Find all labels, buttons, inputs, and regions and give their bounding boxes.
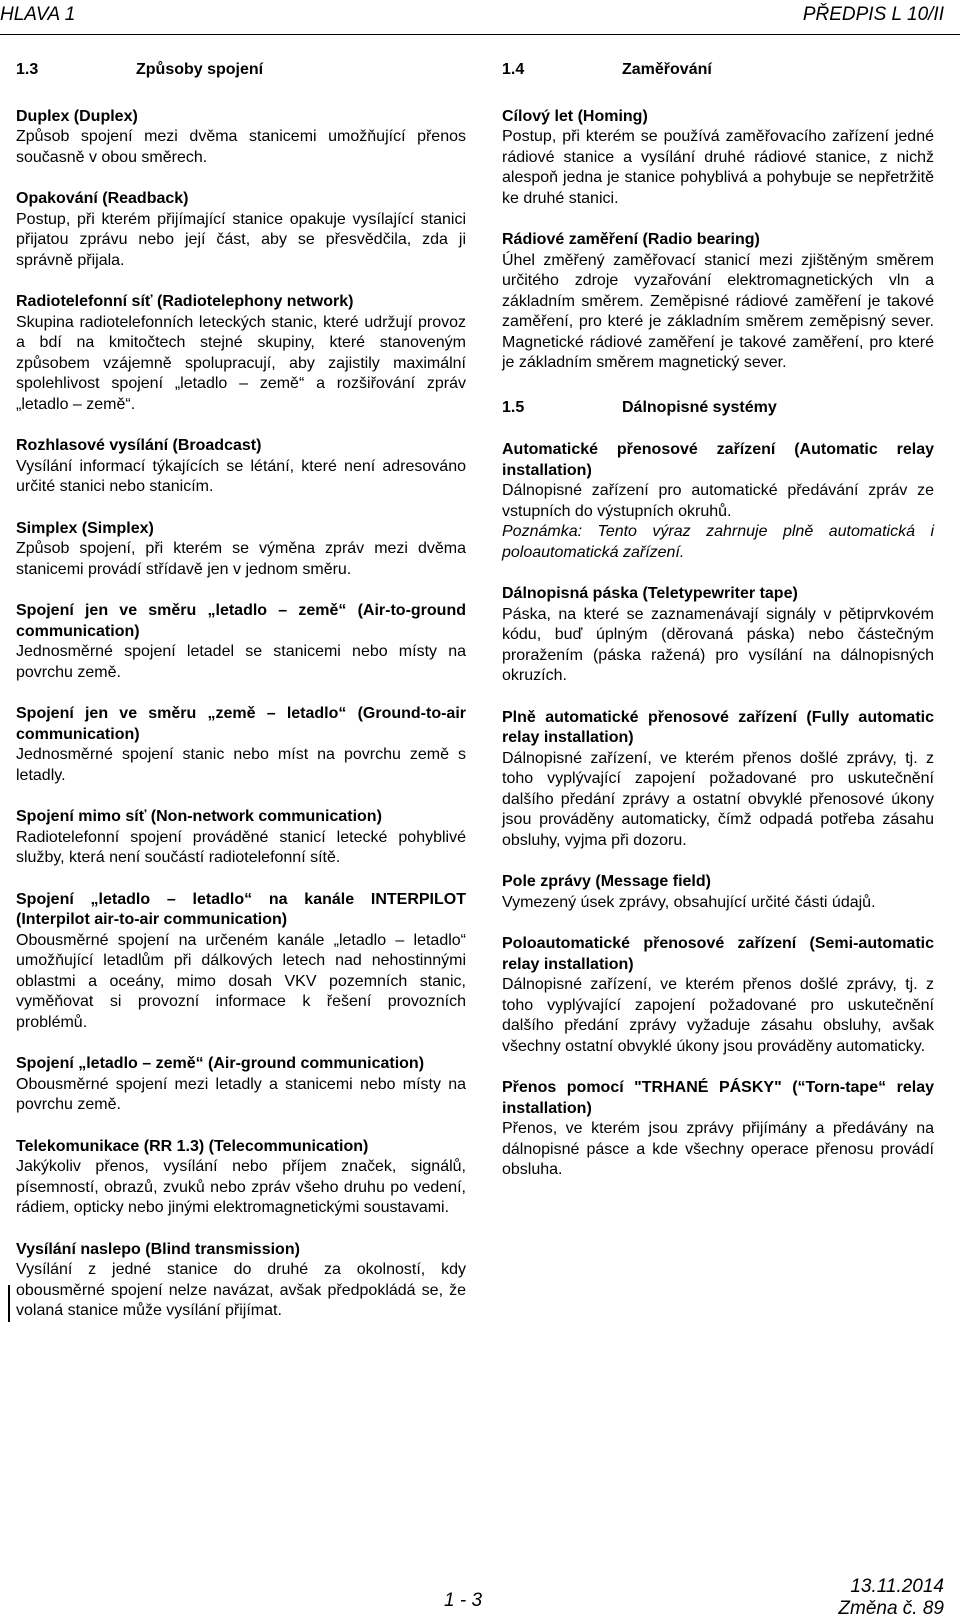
- definition-entry: [16, 436, 466, 498]
- definition-entry: [16, 704, 466, 786]
- section-title: Dálnopisné systémy: [622, 398, 777, 416]
- definition-entry: [16, 1240, 466, 1322]
- definition-entry: [502, 708, 934, 852]
- entry-title: Opakování (Readback): [16, 190, 189, 207]
- entry-title: Dálnopisná páska (Teletypewriter tape): [502, 585, 798, 602]
- entry-text: Přenos, ve kterém jsou zprávy přijímány a předávány na dálnopisné pásce a kde všechny operace přenosu provádí obsluha.: [502, 1120, 934, 1178]
- section-heading: [502, 60, 934, 81]
- entry-title: Spojení jen ve směru „letadlo – země“ (Air-to-ground communication): [16, 602, 466, 640]
- page-footer: [0, 1572, 960, 1622]
- entry-title: Spojení jen ve směru „země – letadlo“ (Ground-to-air communication): [16, 705, 466, 743]
- entry-text: Vysílání z jedné stanice do druhé za okolností, kdy obousměrné spojení nelze navázat, avšak předpokládá se, že volaná stanice může vysílání přijímat.: [16, 1261, 466, 1319]
- entry-text: Způsob spojení, při kterém se výměna zpráv mezi dvěma stanicemi provádí střídavě jen v jednom směru.: [16, 540, 466, 578]
- definition-entry: [16, 601, 466, 683]
- section-number: 1.4: [502, 61, 525, 78]
- header-rule: [0, 34, 960, 35]
- entry-title: Vysílání naslepo (Blind transmission): [16, 1240, 300, 1258]
- definition-entry: [16, 519, 466, 581]
- right-column: [502, 60, 934, 1202]
- entry-title: Rozhlasové vysílání (Broadcast): [16, 437, 262, 454]
- entry-text: Postup, při kterém se používá zaměřovacího zařízení jedné rádiové stanice a vysílání druhé rádiové stanice, z nichž alespoň jedna je stanice pohyblivá a pohybuje se nepřetržitě ke druhé stanici.: [502, 128, 934, 207]
- section-title: Způsoby spojení: [136, 61, 264, 78]
- definition-entry: [502, 872, 934, 913]
- definition-entry: [502, 1078, 934, 1181]
- entry-text: Vymezený úsek zprávy, obsahující určité části údajů.: [502, 893, 876, 911]
- definition-entry: [16, 189, 466, 271]
- entry-text: Skupina radiotelefonních leteckých stanic, které udržují provoz a bdí na kmitočtech stejné skupiny, které stanoveným způsobem vzájemně spolupracují, aby zajistily maximální spolehlivost spojení „letadlo – země“ a rozšiřování zpráv „letadlo – země“.: [16, 313, 466, 413]
- entry-text: Způsob spojení mezi dvěma stanicemi umožňující přenos současně v obou směrech.: [16, 128, 466, 166]
- entry-title: Telekomunikace (RR 1.3) (Telecommunication): [16, 1137, 369, 1155]
- entry-text: Vysílání informací týkajících se létání, které není adresováno určité stanici nebo stanicím.: [16, 457, 466, 495]
- entry-text: Jednosměrné spojení letadel se stanicemi nebo místy na povrchu země.: [16, 643, 466, 681]
- regulation-label: PŘEDPIS L 10/II: [802, 4, 944, 25]
- change-number: Změna č. 89: [838, 1598, 944, 1619]
- definition-entry: [502, 584, 934, 687]
- entry-text: Jakýkoliv přenos, vysílání nebo příjem značek, signálů, písemností, obrazů, zvuků nebo zpráv všeho druhu po vedení, rádiem, opticky nebo jinými elektromagnetickými soustavami.: [16, 1158, 466, 1216]
- entry-title: Spojení „letadlo – země“ (Air-ground communication): [16, 1055, 425, 1072]
- page-number: 1 - 3: [444, 1590, 483, 1611]
- definition-entry: [16, 292, 466, 415]
- chapter-label: HLAVA 1: [0, 4, 76, 25]
- entry-text: Dálnopisné zařízení, ve kterém přenos došlé zprávy, tj. z toho vyplývající zapojení požadované pro uskutečnění dalšího předání zprávy vyžaduje zásahu obsluhy, avšak všechny ostatní obvyklé úkony jsou prováděny automaticky.: [502, 976, 934, 1055]
- entry-title: Poloautomatické přenosové zařízení (Semi-automatic relay installation): [502, 935, 934, 973]
- entry-title: Spojení „letadlo – letadlo“ na kanále INTERPILOT (Interpilot air-to-air communication): [16, 890, 466, 928]
- definition-entry: [502, 440, 934, 563]
- entry-text: Obousměrné spojení na určeném kanále „letadlo – letadlo“ umožňující letadlům při dálkových letech nad nehostinnými oblastmi a oceány, mimo dosah VKV pozemních stanic, vyměňovat si provozní informace k řešení provozních problémů.: [16, 931, 466, 1031]
- entry-note: Poznámka: Tento výraz zahrnuje plně automatická i poloautomatická zařízení.: [502, 523, 934, 561]
- entry-text: Obousměrné spojení mezi letadly a stanicemi nebo místy na povrchu země.: [16, 1075, 466, 1113]
- section-heading: [502, 398, 934, 419]
- section-title: Zaměřování: [622, 61, 712, 78]
- entry-text: Dálnopisné zařízení, ve kterém přenos došlé zprávy, tj. z toho vyplývající zapojení požadované pro uskutečnění dalšího předání zprávy a ostatní obvyklé přenosové úkony jsou prováděny automaticky, čímž odpadá potřeba zásahu obsluhy, vyjma při dozoru.: [502, 749, 934, 849]
- entry-text: Páska, na které se zaznamenávají signály v pětiprvkovém kódu, buď úplným (děrovaná páska) nebo částečným proražením (páska ražená) pro vysílání na dálnopisných okruzích.: [502, 605, 934, 684]
- entry-title: Cílový let (Homing): [502, 107, 648, 125]
- definition-entry: [16, 107, 466, 169]
- entry-text: Postup, při kterém přijímající stanice opakuje vysílající stanici přijatou zprávu nebo její část, aby se přesvědčila, zda ji správně přijala.: [16, 210, 466, 269]
- entry-title: Simplex (Simplex): [16, 519, 154, 537]
- entry-text: Úhel změřený zaměřovací stanicí mezi zjištěným směrem určitého zdroje vyzařování elektromagnetických vln a základním směrem. Zeměpisné rádiové zaměření je takové zaměření, pro které je základním směrem zeměpisný sever. Magnetické rádiové zaměření je takové zaměření, pro které je základním směrem magnetický sever.: [502, 251, 934, 371]
- page-header: [0, 0, 960, 34]
- definition-entry: [16, 1137, 466, 1219]
- section-number: 1.5: [502, 398, 525, 416]
- definition-entry: [502, 934, 934, 1057]
- entry-title: Automatické přenosové zařízení (Automatic relay installation): [502, 441, 934, 479]
- entry-title: Plně automatické přenosové zařízení (Fully automatic relay installation): [502, 708, 934, 746]
- entry-text: Jednosměrné spojení stanic nebo míst na povrchu země s letadly.: [16, 746, 466, 784]
- entry-title: Rádiové zaměření (Radio bearing): [502, 231, 760, 248]
- change-bar: [8, 1285, 10, 1322]
- entry-title: Přenos pomocí "TRHANÉ PÁSKY" (“Torn-tape“ relay installation): [502, 1079, 934, 1117]
- left-column: [16, 60, 466, 1343]
- entry-title: Duplex (Duplex): [16, 107, 138, 125]
- definition-entry: [16, 1054, 466, 1116]
- definition-entry: [16, 807, 466, 869]
- definition-entry: [502, 107, 934, 210]
- section-number: 1.3: [16, 61, 39, 78]
- entry-title: Spojení mimo síť (Non-network communication): [16, 808, 382, 825]
- entry-text: Dálnopisné zařízení pro automatické předávání zpráv ze vstupních do výstupních okruhů.: [502, 482, 934, 520]
- entry-title: Radiotelefonní síť (Radiotelephony network): [16, 293, 354, 310]
- entry-text: Radiotelefonní spojení prováděné stanicí letecké pohyblivé služby, která není součástí radiotelefonní sítě.: [16, 828, 466, 866]
- definition-entry: [502, 230, 934, 374]
- definition-entry: [16, 890, 466, 1034]
- entry-title: Pole zprávy (Message field): [502, 873, 711, 890]
- section-heading: [16, 60, 466, 81]
- revision-date: 13.11.2014: [850, 1576, 944, 1597]
